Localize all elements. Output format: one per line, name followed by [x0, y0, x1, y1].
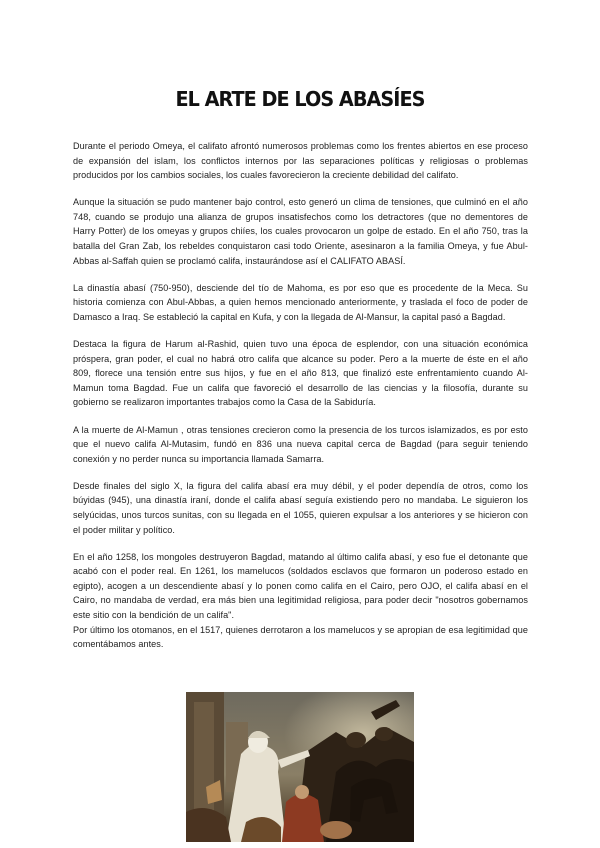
paragraph-5: A la muerte de Al-Mamun , otras tensiones crecieron como la presencia de los turcos islamizados, es por esto que el nuevo califa Al-Mutasim, fundó en 836 una nueva capital cerca de Bagdad (para seguir teniendo conexión y no perder nunca su importancia llamada Samarra.: [73, 424, 528, 464]
paragraph-7: En el año 1258, los mongoles destruyeron Bagdad, matando al último califa abasí, y eso fue el detonante que acabó con el poder real. En 1261, los mamelucos (soldados esclavos que formaron un poderoso estado en egipto), acogen a un descendiente abasí y lo ponen como califa en el Cairo, pero OJO, el califa abasí en el Cairo, no mandaba de verdad, era más bien una legitimidad religiosa, para poder decir "nosotros gobernamos este sitio con la bendición de un califa".: [73, 551, 528, 621]
body-text: [73, 139, 528, 664]
paragraph-2: Aunque la situación se pudo mantener bajo control, esto generó un clima de tensiones, que culminó en el año 748, cuando se produjo una alianza de grupos insatisfechos como los detractores (que no dementores de Harry Potter) de los omeyas y grupos chiíes, los cuales provocaron un golpe de estado. En el año 750, tras la batalla del Gran Zab, los rebeldes conquistaron casi todo Oriente, asesinaron a la familia Omeya, y fue Abul-Abbas al-Saffah quien se proclamó califa, instaurándose así el CALIFATO ABASÍ.: [73, 197, 528, 266]
page-title: EL ARTE DE LOS ABASÍES: [175, 87, 425, 112]
historical-painting: [186, 692, 414, 842]
paragraph-1: Durante el periodo Omeya, el califato afrontó numerosos problemas como los frentes abiertos en ese proceso de expansión del islam, los conflictos internos por las separaciones políticas y religiosas o problemas producidos por los cambios sociales, los cuales favorecieron la creciente debilidad del califato.: [73, 141, 528, 181]
paragraph-8: Por último los otomanos, en el 1517, quienes derrotaron a los mamelucos y se apropian de esa legitimidad que comentábamos antes.: [73, 624, 528, 650]
paragraph-4: Destaca la figura de Harum al-Rashid, quien tuvo una época de esplendor, con una situación económica próspera, gran poder, el cual no habrá otro califa que alcance su poder. Pero a la muerte de éste en el año 809, florece una tensión entre sus hijos, y fue en el año 813, que finalizó este enfrentamiento cuando Al-Mamun toma Bagdad. Fue un califa que favoreció el desarrollo de las ciencias y la filosofía, durante su gobierno se realizaron importantes trabajos como la Casa de la Sabiduría.: [73, 339, 528, 408]
paragraph-6: Desde finales del siglo X, la figura del califa abasí era muy débil, y el poder dependía de otros, como los búyidas (945), una dinastía iraní, donde el califa abasí seguía existiendo pero no mandaba. Le siguieron los selyúcidas, unos turcos sunitas, con su llegada en el 1055, quieren expulsar a los anteriores y se hicieron con el poder militar y político.: [73, 480, 528, 535]
paragraph-3: La dinastía abasí (750-950), desciende del tío de Mahoma, es por eso que es procedente de la Meca. Su historia comienza con Abul-Abbas, a quien hemos mencionado anteriormente, y traslada el foco de poder de Damasco a Iraq. Se estableció la capital en Kufa, y con la llegada de Al-Mansur, la capital pasó a Bagdad.: [73, 282, 528, 322]
